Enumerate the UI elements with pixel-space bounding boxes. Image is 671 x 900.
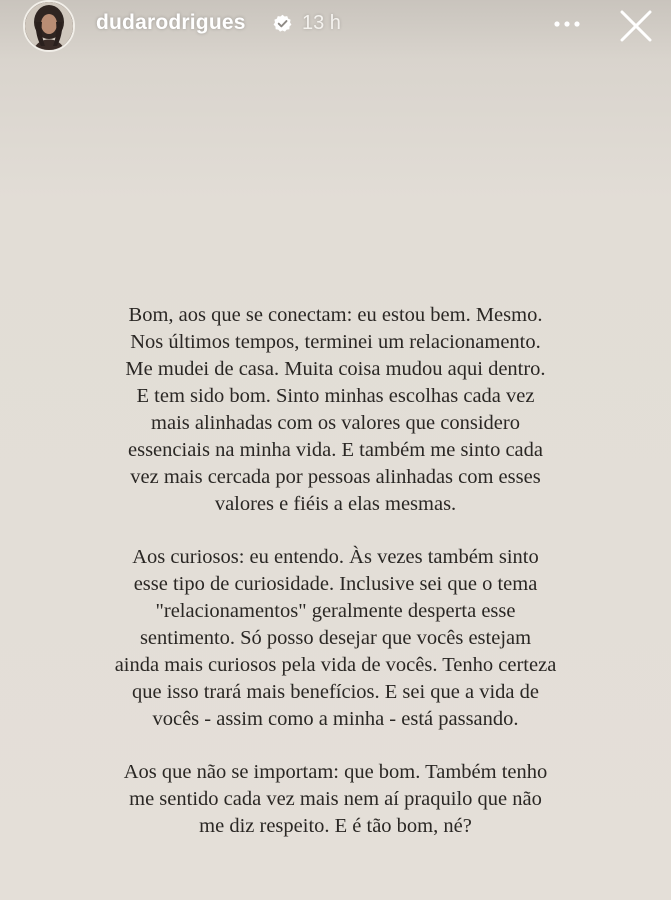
story-paragraph-1 xyxy=(40,302,631,518)
more-options-icon xyxy=(552,12,582,36)
story-line: Aos curiosos: eu entendo. Às vezes também sinto xyxy=(132,546,539,568)
story-line: sentimento. Só posso desejar que vocês estejam xyxy=(139,627,532,649)
story-line: ainda mais curiosos pela vida de vocês. Tenho certeza xyxy=(114,654,557,676)
story-line: esse tipo de curiosidade. Inclusive sei que o tema xyxy=(133,573,538,595)
story-line: que isso trará mais benefícios. E sei que a vida de xyxy=(131,681,540,703)
profile-avatar[interactable] xyxy=(23,0,75,52)
story-line: essenciais na minha vida. E também me sinto cada xyxy=(128,439,543,461)
story-timestamp: 13 h xyxy=(302,12,341,34)
story-line: me sentido cada vez mais nem aí praquilo que não xyxy=(129,788,542,810)
story-line: mais alinhadas com os valores que considero xyxy=(151,412,520,434)
story-text xyxy=(40,302,631,866)
story-line: Bom, aos que se conectam: eu estou bem. Mesmo. xyxy=(128,304,543,326)
story-line: Nos últimos tempos, terminei um relacionamento. xyxy=(130,331,541,353)
verified-badge-icon xyxy=(273,14,292,33)
story-line: vez mais cercada por pessoas alinhadas com esses xyxy=(130,466,541,488)
story-line: Me mudei de casa. Muita coisa mudou aqui dentro. xyxy=(125,358,546,380)
more-options-button[interactable] xyxy=(552,12,582,36)
close-button[interactable] xyxy=(616,6,656,46)
username[interactable]: dudarodrigues xyxy=(96,11,246,34)
story-line: valores e fiéis a elas mesmas. xyxy=(214,493,457,515)
story-line: E tem sido bom. Sinto minhas escolhas cada vez xyxy=(136,385,535,407)
story-line: vocês - assim como a minha - está passando. xyxy=(152,708,519,730)
story-paragraph-2 xyxy=(40,544,631,733)
story-header xyxy=(0,0,671,54)
story-paragraph-3 xyxy=(40,759,631,840)
story-line: me diz respeito. E é tão bom, né? xyxy=(199,815,472,837)
close-icon xyxy=(616,6,656,46)
story-line: "relacionamentos" geralmente desperta esse xyxy=(155,600,516,622)
story-line: Aos que não se importam: que bom. Também tenho xyxy=(123,761,548,783)
